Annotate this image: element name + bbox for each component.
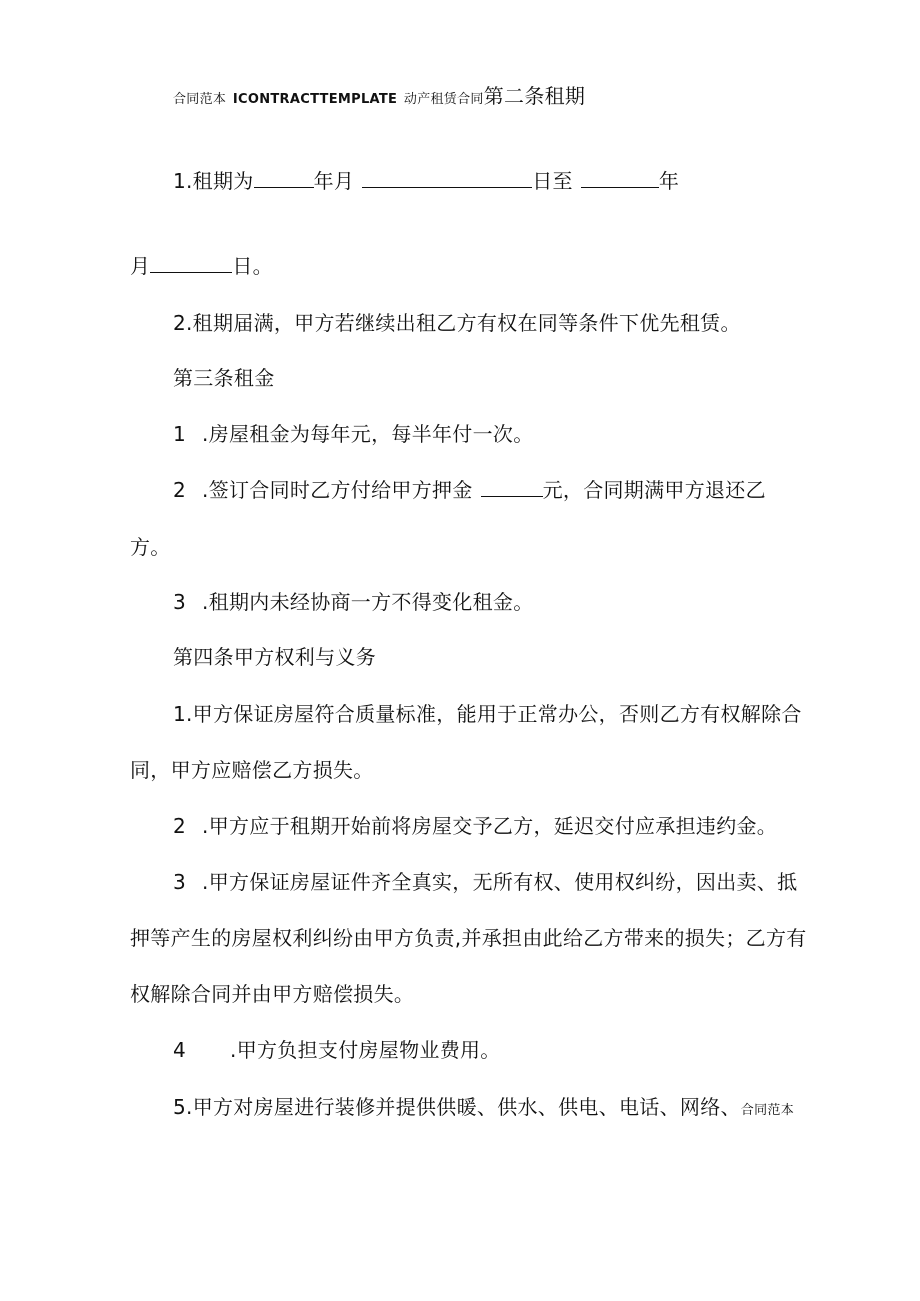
item-number: 5 — [173, 1095, 187, 1119]
art3-p2-a: .签订合同时乙方付给甲方押金 — [202, 478, 473, 502]
art2-p1-a: 1.租期为 — [173, 169, 254, 193]
art3-para2-line2: 方。 — [130, 535, 171, 559]
art4-para3-line1 — [173, 868, 797, 896]
item-number: 2 — [173, 814, 187, 838]
footer-label: 合同范本 — [740, 1103, 794, 1118]
art3-p2-b: 元，合同期满甲方退还乙 — [542, 478, 766, 502]
art4-para4 — [173, 1036, 501, 1064]
item-number: 2 — [173, 478, 187, 502]
art4-p4-text: .甲方负担支付房屋物业费用。 — [230, 1038, 501, 1062]
art2-p1-c: 日至 — [532, 169, 573, 193]
section-title-article-4: 第四条甲方权利与义务 — [173, 645, 376, 669]
item-number: 3 — [173, 590, 187, 614]
section-title-article-2: 第二条租期 — [483, 84, 586, 108]
art4-p3-l1: .甲方保证房屋证件齐全真实，无所有权、使用权纠纷，因出卖、抵 — [202, 870, 798, 894]
item-number: 4 — [173, 1038, 187, 1062]
art3-p3-text: .租期内未经协商一方不得变化租金。 — [202, 590, 534, 614]
art4-para1-line1: 1.甲方保证房屋符合质量标准，能用于正常办公，否则乙方有权解除合 — [173, 702, 802, 726]
art4-para2 — [173, 812, 777, 840]
item-number: 1 — [173, 422, 187, 446]
art4-para3-line3: 权解除合同并由甲方赔偿损失。 — [130, 982, 415, 1006]
art4-para5 — [173, 1093, 794, 1125]
art2-para2: 2.租期届满，甲方若继续出租乙方有权在同等条件下优先租赁。 — [173, 311, 741, 335]
art2-p1-f: 日。 — [232, 254, 273, 278]
header-template: ICONTRACTTEMPLATE — [232, 92, 398, 107]
art3-p1-text: .房屋租金为每年元，每半年付一次。 — [202, 422, 534, 446]
header-doc-name: 动产租赁合同 — [403, 92, 484, 107]
art2-para1-line1 — [173, 167, 679, 195]
blank-field — [362, 167, 532, 188]
blank-field — [254, 167, 314, 188]
header-prefix: 合同范本 — [173, 92, 227, 107]
art2-p1-b: 年月 — [313, 169, 355, 193]
item-number: 3 — [173, 870, 187, 894]
blank-field — [481, 476, 543, 497]
blank-field — [581, 167, 659, 188]
art4-p2-text: .甲方应于租期开始前将房屋交予乙方，延迟交付应承担违约金。 — [202, 814, 778, 838]
art4-p5-text: .甲方对房屋进行装修并提供供暖、供水、供电、电话、网络、 — [186, 1095, 741, 1119]
art2-p1-d: 年 — [658, 169, 680, 193]
art2-para1-line2 — [130, 252, 273, 280]
page-header — [173, 82, 585, 114]
art3-para3 — [173, 588, 534, 616]
art3-para1 — [173, 420, 534, 448]
blank-field — [150, 252, 232, 273]
art4-para3-line2: 押等产生的房屋权利纠纷由甲方负责,并承担由此给乙方带来的损失；乙方有 — [130, 926, 807, 950]
section-title-article-3: 第三条租金 — [173, 366, 275, 390]
art3-para2-line1 — [173, 476, 766, 504]
art4-para1-line2: 同，甲方应赔偿乙方损失。 — [130, 758, 374, 782]
art2-p1-e: 月 — [130, 254, 151, 278]
